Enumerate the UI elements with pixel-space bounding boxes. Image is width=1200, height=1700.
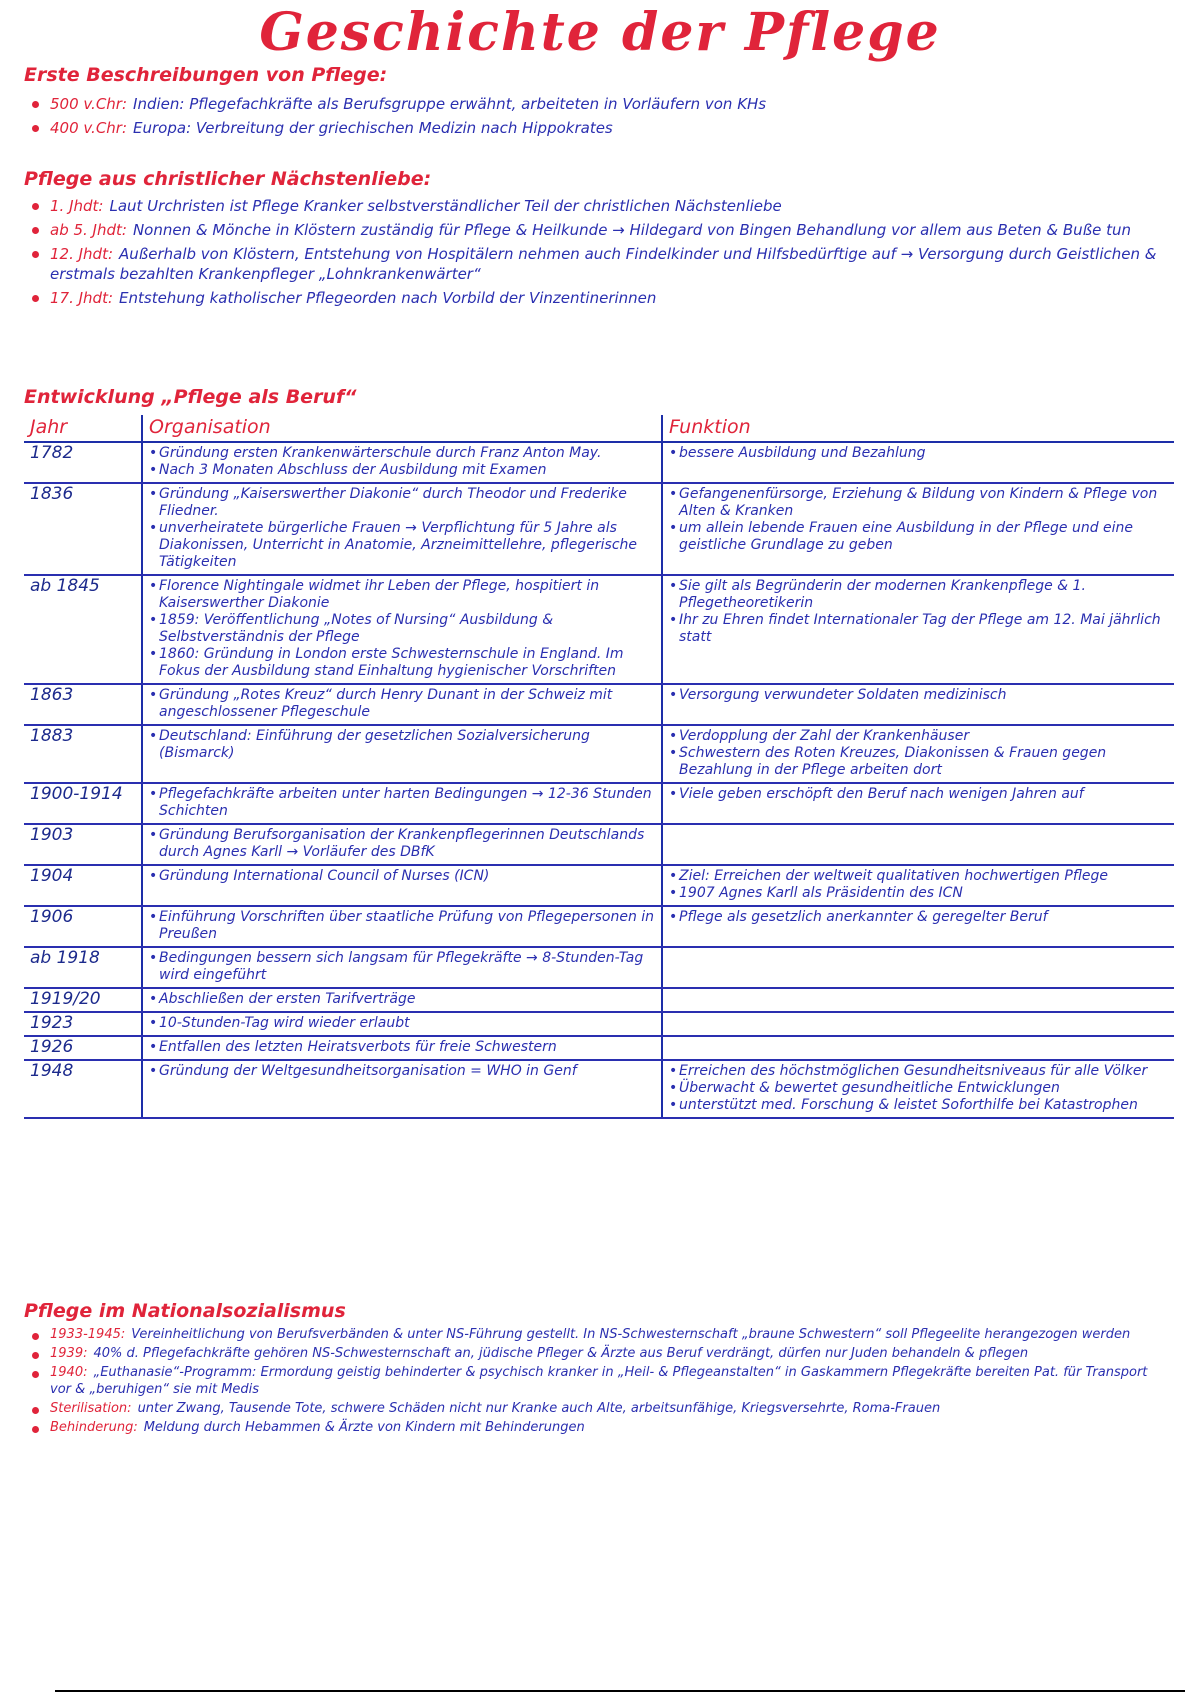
- organisation-item: • Gründung ersten Krankenwärterschule durch Franz Anton May.: [149, 445, 655, 462]
- organisation-item: • 1860: Gründung in London erste Schwesternschule in England. Im Fokus der Ausbildung stand Einhaltung hygienischer Vorschriften: [149, 646, 655, 680]
- list-item: 1933-1945: Vereinheitlichung von Berufsverbänden & unter NS-Führung gestellt. In NS-Schwesternschaft „braune Schwestern“ soll Pflegeelite herangezogen werden: [30, 1326, 1170, 1343]
- function-cell: [662, 1060, 1174, 1118]
- list-item: 1940: „Euthanasie“-Programm: Ermordung geistig behinderter & psychisch kranker in „Heil- & Pflegeanstalten“ in Gaskammern Pflegekräfte bereiten Pat. für Transport vor & „beruhigen“ sie mit Medis: [30, 1364, 1170, 1398]
- function-cell: [662, 824, 1174, 865]
- year-cell: 1900-1914: [24, 783, 142, 824]
- table-row: [24, 1060, 1174, 1118]
- function-item: • Erreichen des höchstmöglichen Gesundheitsniveaus für alle Völker: [669, 1063, 1168, 1080]
- organisation-item: • Gründung der Weltgesundheitsorganisation = WHO in Genf: [149, 1063, 655, 1080]
- function-cell: [662, 947, 1174, 988]
- function-item: • Schwestern des Roten Kreuzes, Diakonissen & Frauen gegen Bezahlung in der Pflege arbeiten dort: [669, 745, 1168, 779]
- year-cell: 1906: [24, 906, 142, 947]
- organisation-item: • Gründung International Council of Nurses (ICN): [149, 868, 655, 885]
- table-row: [24, 483, 1174, 575]
- function-cell: [662, 988, 1174, 1012]
- function-item: • Überwacht & bewertet gesundheitliche Entwicklungen: [669, 1080, 1168, 1097]
- organisation-item: • Abschließen der ersten Tarifverträge: [149, 991, 655, 1008]
- table-row: [24, 906, 1174, 947]
- organisation-item: • Einführung Vorschriften über staatliche Prüfung von Pflegepersonen in Preußen: [149, 909, 655, 943]
- function-item: • Verdopplung der Zahl der Krankenhäuser: [669, 728, 1168, 745]
- table-row: [24, 865, 1174, 906]
- organisation-cell: [142, 684, 662, 725]
- section-ns-heading: Pflege im Nationalsozialismus: [24, 1300, 346, 1322]
- list-item: 400 v.Chr: Europa: Verbreitung der griechischen Medizin nach Hippokrates: [30, 118, 1170, 138]
- section-profession-heading: Entwicklung „Pflege als Beruf“: [24, 386, 357, 408]
- table-row: [24, 1012, 1174, 1036]
- organisation-cell: [142, 988, 662, 1012]
- year-cell: 1903: [24, 824, 142, 865]
- function-item: • Gefangenenfürsorge, Erziehung & Bildung von Kindern & Pflege von Alten & Kranken: [669, 486, 1168, 520]
- organisation-item: • 10-Stunden-Tag wird wieder erlaubt: [149, 1015, 655, 1032]
- early-list: [30, 94, 1170, 142]
- organisation-item: • Bedingungen bessern sich langsam für Pflegekräfte → 8-Stunden-Tag wird eingeführt: [149, 950, 655, 984]
- list-item: 500 v.Chr: Indien: Pflegefachkräfte als Berufsgruppe erwähnt, arbeiteten in Vorläufern von KHs: [30, 94, 1170, 114]
- table-row: [24, 988, 1174, 1012]
- table-row: [24, 442, 1174, 483]
- list-item: Sterilisation: unter Zwang, Tausende Tote, schwere Schäden nicht nur Kranke auch Alte, arbeitsunfähige, Kriegsversehrte, Roma-Frauen: [30, 1400, 1170, 1417]
- section-early-heading: Erste Beschreibungen von Pflege:: [24, 64, 388, 86]
- function-item: • bessere Ausbildung und Bezahlung: [669, 445, 1168, 462]
- function-item: • Versorgung verwundeter Soldaten medizinisch: [669, 687, 1168, 704]
- list-item: 1939: 40% d. Pflegefachkräfte gehören NS-Schwesternschaft an, jüdische Pfleger & Ärzte aus Beruf verdrängt, dürfen nur Juden behandeln & pflegen: [30, 1345, 1170, 1362]
- organisation-item: • Nach 3 Monaten Abschluss der Ausbildung mit Examen: [149, 462, 655, 479]
- history-table: [24, 415, 1174, 1119]
- page-title: Geschichte der Pflege: [259, 2, 941, 63]
- function-cell: [662, 575, 1174, 684]
- organisation-cell: [142, 1036, 662, 1060]
- table-row: [24, 684, 1174, 725]
- organisation-item: • Gründung Berufsorganisation der Krankenpflegerinnen Deutschlands durch Agnes Karll → Vorläufer des DBfK: [149, 827, 655, 861]
- year-cell: ab 1918: [24, 947, 142, 988]
- year-cell: 1923: [24, 1012, 142, 1036]
- organisation-item: • 1859: Veröffentlichung „Notes of Nursing“ Ausbildung & Selbstverständnis der Pflege: [149, 612, 655, 646]
- table-body: [24, 442, 1174, 1118]
- function-item: • Viele geben erschöpft den Beruf nach wenigen Jahren auf: [669, 786, 1168, 803]
- year-cell: 1904: [24, 865, 142, 906]
- list-item: Behinderung: Meldung durch Hebammen & Ärzte von Kindern mit Behinderungen: [30, 1419, 1170, 1436]
- function-item: • Ihr zu Ehren findet Internationaler Tag der Pflege am 12. Mai jährlich statt: [669, 612, 1168, 646]
- table-row: [24, 1036, 1174, 1060]
- organisation-item: • unverheiratete bürgerliche Frauen → Verpflichtung für 5 Jahre als Diakonissen, Unterricht in Anatomie, Arzneimittellehre, pflegerische Tätigkeiten: [149, 520, 655, 571]
- table-row: [24, 824, 1174, 865]
- function-cell: [662, 906, 1174, 947]
- column-header-function: Funktion: [662, 415, 1174, 442]
- function-item: • Sie gilt als Begründerin der modernen Krankenpflege & 1. Pflegetheoretikerin: [669, 578, 1168, 612]
- year-cell: 1863: [24, 684, 142, 725]
- organisation-cell: [142, 947, 662, 988]
- list-item: 17. Jhdt: Entstehung katholischer Pflegeorden nach Vorbild der Vinzentinerinnen: [30, 288, 1170, 308]
- function-item: • Pflege als gesetzlich anerkannter & geregelter Beruf: [669, 909, 1168, 926]
- table-row: [24, 947, 1174, 988]
- function-cell: [662, 1012, 1174, 1036]
- function-cell: [662, 783, 1174, 824]
- year-cell: 1836: [24, 483, 142, 575]
- function-item: • Ziel: Erreichen der weltweit qualitativen hochwertigen Pflege: [669, 868, 1168, 885]
- column-header-organisation: Organisation: [142, 415, 662, 442]
- function-cell: [662, 1036, 1174, 1060]
- organisation-cell: [142, 906, 662, 947]
- function-cell: [662, 442, 1174, 483]
- table-row: [24, 725, 1174, 783]
- year-cell: 1948: [24, 1060, 142, 1118]
- function-item: • 1907 Agnes Karll als Präsidentin des ICN: [669, 885, 1168, 902]
- function-item: • unterstützt med. Forschung & leistet Soforthilfe bei Katastrophen: [669, 1097, 1168, 1114]
- function-cell: [662, 684, 1174, 725]
- organisation-cell: [142, 865, 662, 906]
- year-cell: 1883: [24, 725, 142, 783]
- table-row: [24, 575, 1174, 684]
- function-cell: [662, 865, 1174, 906]
- list-item: ab 5. Jhdt: Nonnen & Mönche in Klöstern zuständig für Pflege & Heilkunde → Hildegard von Bingen Behandlung vor allem aus Beten & Buße tun: [30, 220, 1170, 240]
- organisation-cell: [142, 1060, 662, 1118]
- organisation-cell: [142, 575, 662, 684]
- ns-list: [30, 1326, 1170, 1438]
- organisation-item: • Gründung „Kaiserswerther Diakonie“ durch Theodor und Frederike Fliedner.: [149, 486, 655, 520]
- page-bottom-rule: [55, 1690, 1185, 1692]
- christian-list: [30, 196, 1170, 312]
- organisation-item: • Deutschland: Einführung der gesetzlichen Sozialversicherung (Bismarck): [149, 728, 655, 762]
- organisation-item: • Pflegefachkräfte arbeiten unter harten Bedingungen → 12-36 Stunden Schichten: [149, 786, 655, 820]
- organisation-cell: [142, 725, 662, 783]
- organisation-item: • Gründung „Rotes Kreuz“ durch Henry Dunant in der Schweiz mit angeschlossener Pflegeschule: [149, 687, 655, 721]
- list-item: 12. Jhdt: Außerhalb von Klöstern, Entstehung von Hospitälern nehmen auch Findelkinder und Hilfsbedürftige auf → Versorgung durch Geistlichen & erstmals bezahlten Krankenpfleger „Lohnkrankenwärter“: [30, 244, 1170, 284]
- organisation-cell: [142, 783, 662, 824]
- year-cell: ab 1845: [24, 575, 142, 684]
- year-cell: 1919/20: [24, 988, 142, 1012]
- year-cell: 1926: [24, 1036, 142, 1060]
- table-row: [24, 783, 1174, 824]
- function-item: • um allein lebende Frauen eine Ausbildung in der Pflege und eine geistliche Grundlage zu geben: [669, 520, 1168, 554]
- organisation-cell: [142, 824, 662, 865]
- table-header-row: [24, 415, 1174, 442]
- organisation-item: • Entfallen des letzten Heiratsverbots für freie Schwestern: [149, 1039, 655, 1056]
- function-cell: [662, 725, 1174, 783]
- organisation-cell: [142, 1012, 662, 1036]
- list-item: 1. Jhdt: Laut Urchristen ist Pflege Kranker selbstverständlicher Teil der christlichen Nächstenliebe: [30, 196, 1170, 216]
- organisation-cell: [142, 483, 662, 575]
- year-cell: 1782: [24, 442, 142, 483]
- column-header-year: Jahr: [24, 415, 142, 442]
- function-cell: [662, 483, 1174, 575]
- organisation-cell: [142, 442, 662, 483]
- section-christian-heading: Pflege aus christlicher Nächstenliebe:: [24, 168, 432, 190]
- organisation-item: • Florence Nightingale widmet ihr Leben der Pflege, hospitiert in Kaiserswerther Diakonie: [149, 578, 655, 612]
